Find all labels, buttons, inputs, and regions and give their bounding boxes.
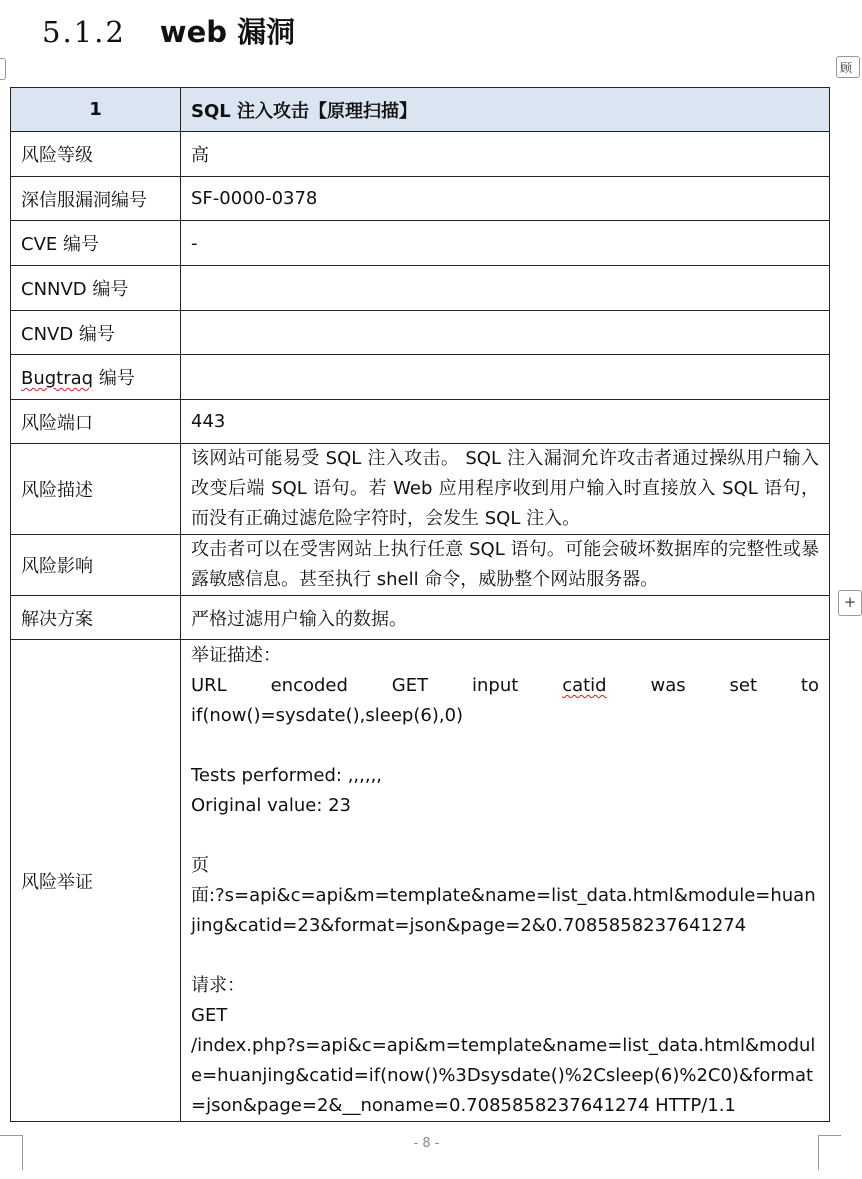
- blank-line: [191, 731, 819, 761]
- cnnvd-value: [181, 266, 830, 311]
- add-comment-button[interactable]: +: [838, 590, 862, 616]
- evidence-value: [181, 640, 830, 1122]
- page-label: 页: [191, 855, 209, 876]
- section-number: 5.1.2: [42, 15, 126, 49]
- cnvd-value: [181, 311, 830, 355]
- impact-value: 攻击者可以在受害网站上执行任意 SQL 语句。可能会破坏数据库的完整性或暴露敏感信息。甚至执行 shell 命令，威胁整个网站服务器。: [181, 535, 830, 596]
- sangfor-id-value: SF-0000-0378: [181, 177, 830, 221]
- request-method: GET: [191, 1005, 228, 1026]
- bugtraq-label-word: Bugtraq: [21, 368, 94, 389]
- vuln-title: SQL 注入攻击【原理扫描】: [181, 88, 830, 132]
- tests-performed: Tests performed: ,,,,,,: [191, 765, 383, 786]
- table-row: [11, 177, 830, 221]
- section-heading: [42, 14, 295, 50]
- original-value: Original value: 23: [191, 795, 352, 816]
- word: set: [729, 675, 758, 696]
- row-label: 深信服漏洞编号: [11, 177, 181, 221]
- row-label: 风险举证: [11, 640, 181, 1122]
- row-label: 风险端口: [11, 400, 181, 444]
- word: URL: [191, 675, 227, 696]
- request-path: /index.php?s=api&c=api&m=template&name=list_data.html&module=huanjing&catid=if(now()%3Dsysdate()%2Csleep(6)%2C0)&format=json&page=2&__noname=0.7085858237641274 HTTP/1.1: [191, 1035, 816, 1116]
- port-value: 443: [181, 400, 830, 444]
- evidence-block: [191, 641, 819, 1121]
- table-row: [11, 355, 830, 400]
- word: GET: [391, 675, 429, 696]
- table-row: [11, 132, 830, 177]
- row-label: 风险等级: [11, 132, 181, 177]
- table-row: [11, 266, 830, 311]
- row-label: 解决方案: [11, 596, 181, 640]
- page-url: 面:?s=api&c=api&m=template&name=list_data.html&module=huanjing&catid=23&format=json&page=2&0.7085858237641274: [191, 885, 816, 936]
- comment-tab[interactable]: 顾: [836, 56, 860, 78]
- description-value: 该网站可能易受 SQL 注入攻击。 SQL 注入漏洞允许攻击者通过操纵用户输入改变后端 SQL 语句。若 Web 应用程序收到用户输入时直接放入 SQL 语句，而没有正确过滤危险字符时，会发生 SQL 注入。: [181, 444, 830, 535]
- row-label: CNNVD 编号: [11, 266, 181, 311]
- evidence-line-1: [191, 671, 819, 701]
- word: was: [650, 675, 686, 696]
- table-row: [11, 535, 830, 596]
- vulnerability-table: [10, 87, 830, 1122]
- table-row: [11, 88, 830, 132]
- row-label: CVE 编号: [11, 221, 181, 266]
- bugtraq-value: [181, 355, 830, 400]
- row-label: CNVD 编号: [11, 311, 181, 355]
- table-row: [11, 596, 830, 640]
- blank-line: [191, 821, 819, 851]
- table-row: [11, 640, 830, 1122]
- word: to: [800, 675, 819, 696]
- page-number: - 8 -: [413, 1136, 440, 1151]
- word: catid: [562, 675, 607, 696]
- table-row: [11, 400, 830, 444]
- word: encoded: [270, 675, 348, 696]
- table-row: [11, 444, 830, 535]
- blank-line: [191, 941, 819, 971]
- row-label: 风险描述: [11, 444, 181, 535]
- left-margin-marker: [0, 58, 6, 80]
- request-label: 请求：: [191, 975, 245, 996]
- table-row: [11, 221, 830, 266]
- cve-value: -: [181, 221, 830, 266]
- bugtraq-label-suffix: 编号: [93, 368, 135, 389]
- row-label: [11, 355, 181, 400]
- risk-level-value: 高: [181, 132, 830, 177]
- word: input: [472, 675, 519, 696]
- evidence-line-2: if(now()=sysdate(),sleep(6),0): [191, 705, 464, 726]
- evidence-heading: 举证描述：: [191, 645, 281, 666]
- row-label: 风险影响: [11, 535, 181, 596]
- table-row: [11, 311, 830, 355]
- solution-value: 严格过滤用户输入的数据。: [181, 596, 830, 640]
- vuln-index: 1: [11, 88, 181, 132]
- section-title: web 漏洞: [159, 15, 296, 49]
